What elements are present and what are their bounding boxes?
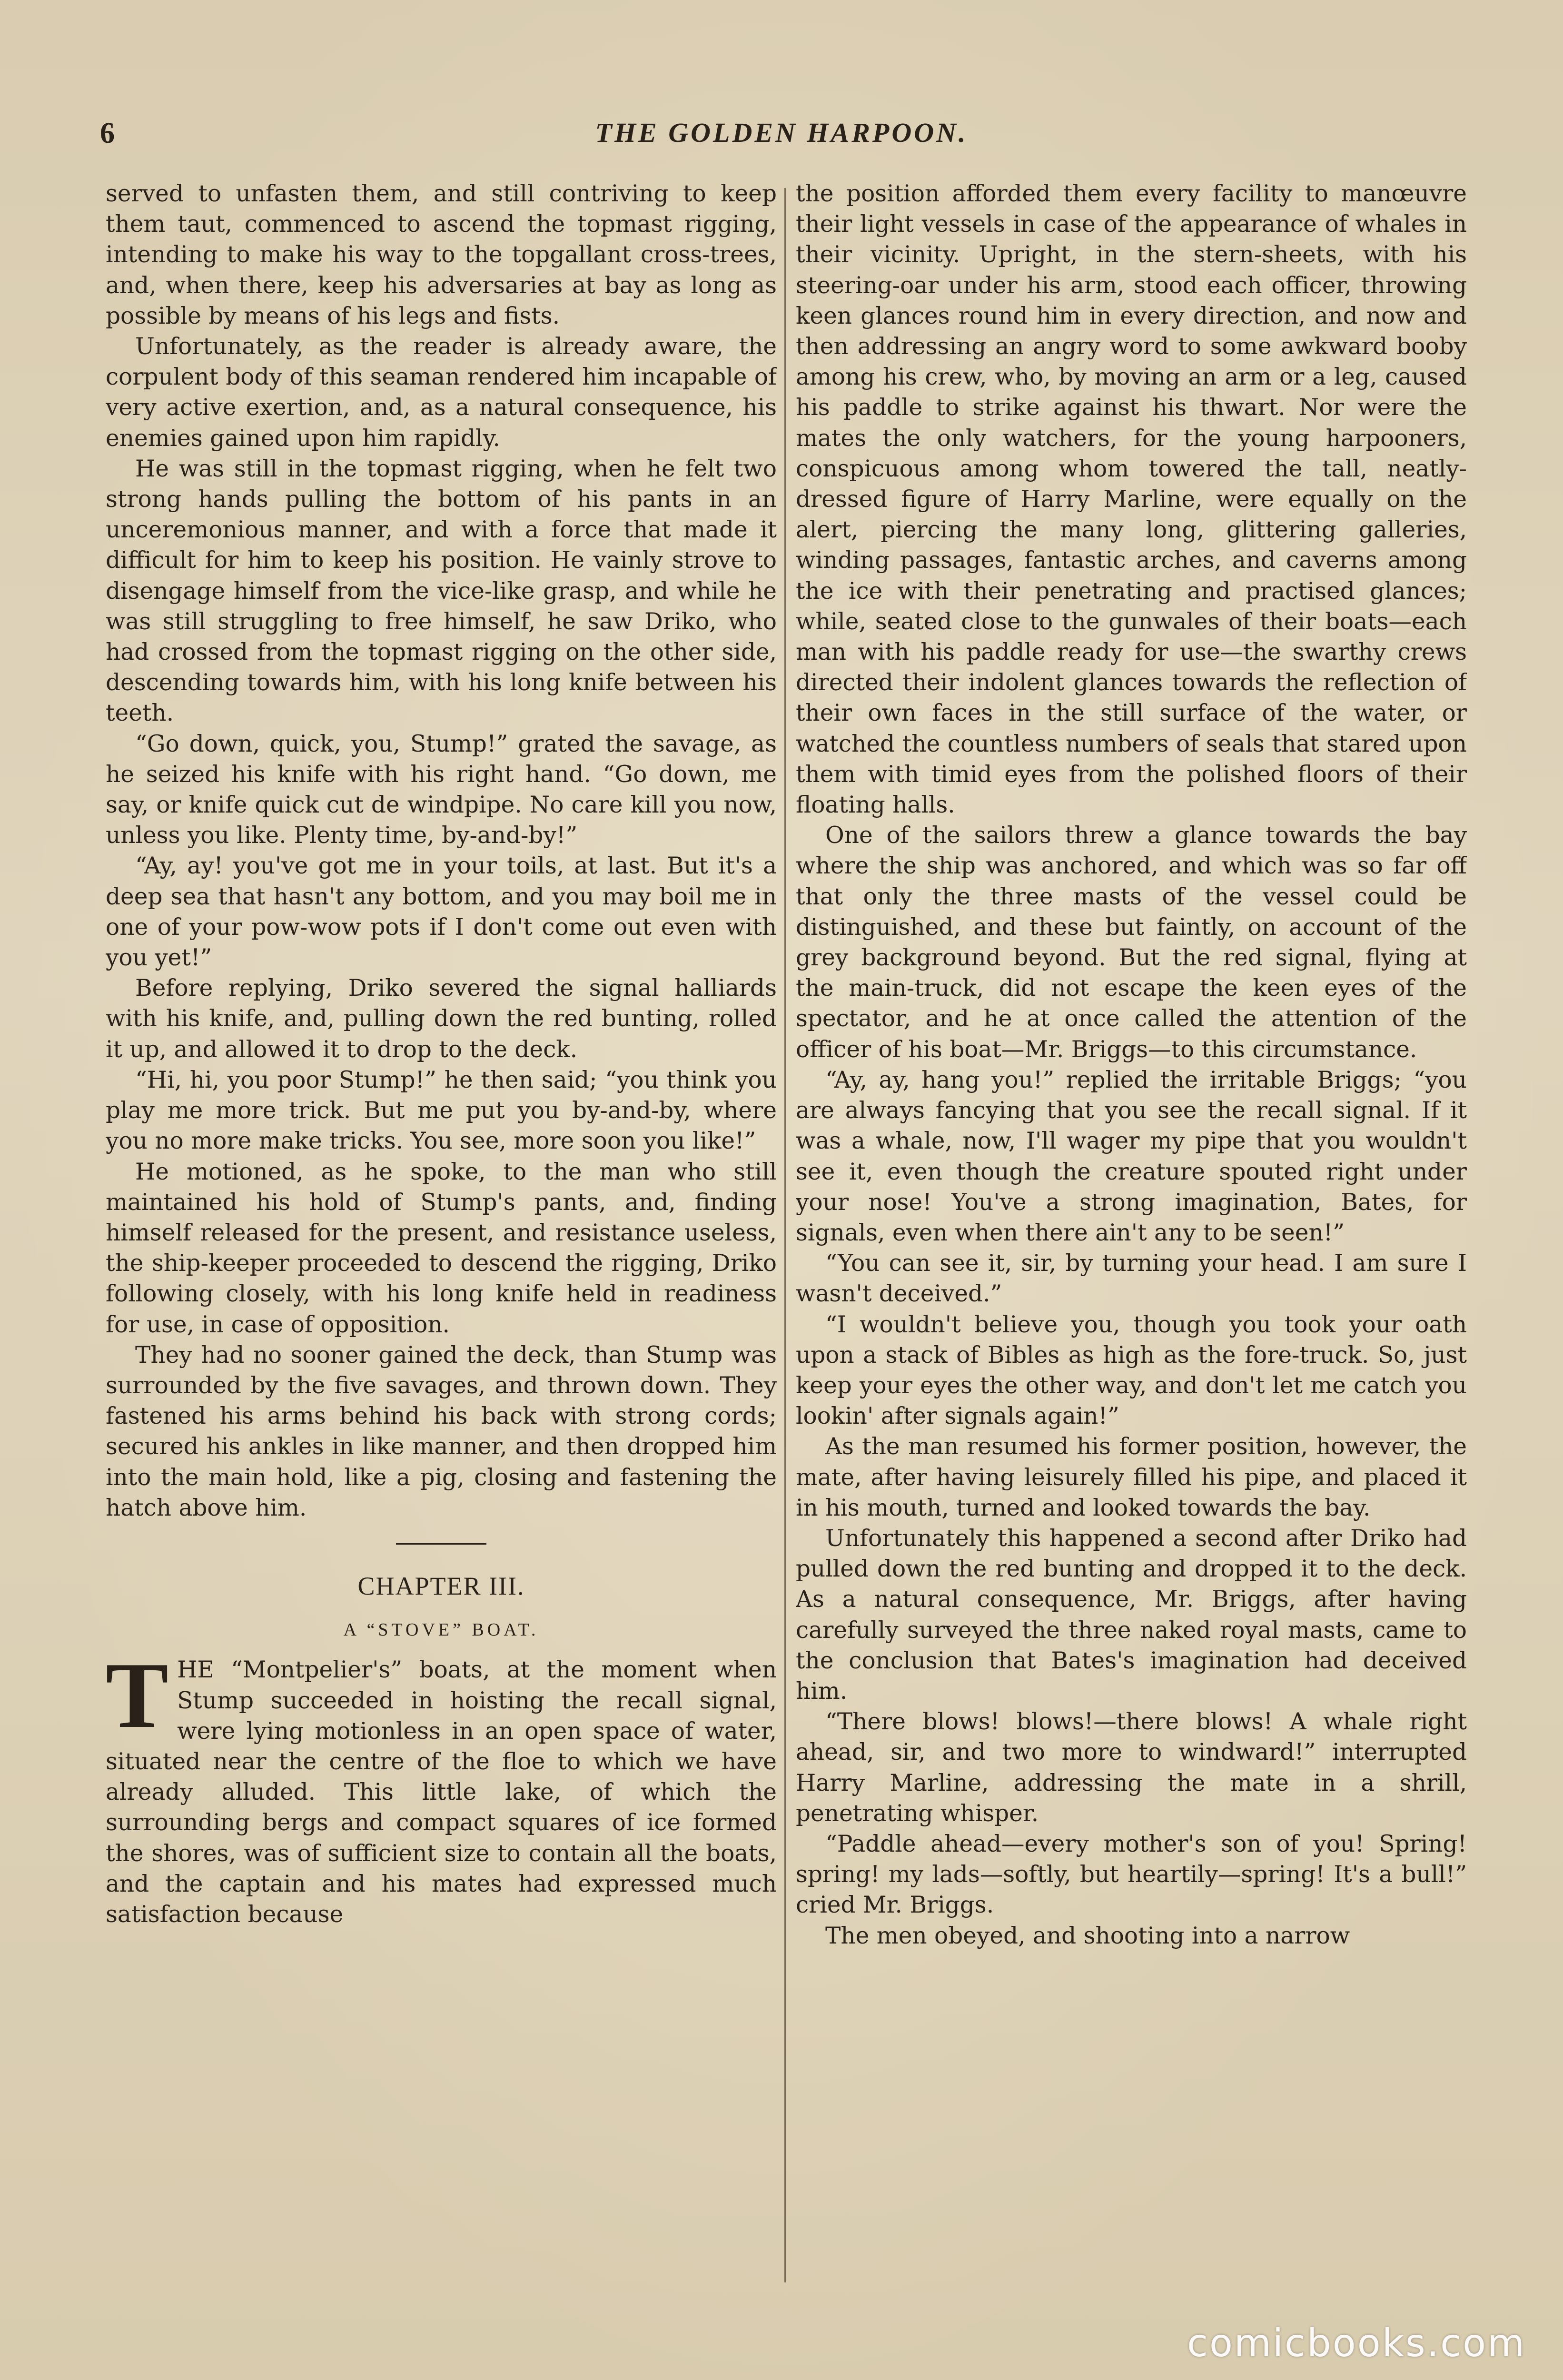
page-number: 6 bbox=[100, 117, 115, 149]
paragraph: “I wouldn't believe you, though you took your oath upon a stack of Bibles as high as the fore-truck. So, just keep your eyes the other way, and don't let me catch you lookin' after signals again!” bbox=[796, 1311, 1467, 1430]
paragraph: As the man resumed his former position, however, the mate, after having leisurely filled his pipe, and placed it in his mouth, turned and looked towards the bay. bbox=[796, 1433, 1467, 1521]
left-column bbox=[106, 178, 777, 2291]
paragraph: “Paddle ahead—every mother's son of you! Spring! spring! my lads—softly, but heartily—spring! It's a bull!” cried Mr. Briggs. bbox=[796, 1830, 1467, 1919]
paragraph: “Hi, hi, you poor Stump!” he then said; “you think you play me more trick. But me put you by-and-by, where you no more make tricks. You see, more soon you like!” bbox=[106, 1066, 777, 1155]
running-title: THE GOLDEN HARPOON. bbox=[595, 117, 968, 148]
paragraph-text: HE “Montpelier's” boats, at the moment when Stump succeeded in hoisting the recall signal, were lying motionless in an open space of water, situated near the centre of the floe to which we have already alluded. This little lake, of which the surrounding bergs and compact squares of ice formed the shores, was of sufficient size to contain all the boats, and the captain and his mates had expressed much satisfaction because bbox=[106, 1656, 777, 1928]
page-header bbox=[100, 112, 1463, 164]
paragraph: “Ay, ay! you've got me in your toils, at last. But it's a deep sea that hasn't any bottom, and you may boil me in one of your pow-wow pots if I don't come out even with you yet!” bbox=[106, 853, 777, 972]
chapter-subtitle: A “STOVE” BOAT. bbox=[343, 1620, 539, 1640]
paragraph: He was still in the topmast rigging, when he felt two strong hands pulling the bottom of his pants in an unceremonious manner, and with a force that made it difficult for him to keep his position. He vainly strove to disengage himself from the vice-like grasp, and while he was still struggling to free himself, he saw Driko, who had crossed from the topmast rigging on the other side, descending towards him, with his long knife between his teeth. bbox=[106, 455, 777, 727]
paragraph: “Go down, quick, you, Stump!” grated the savage, as he seized his knife with his right hand. “Go down, me say, or knife quick cut de windpipe. No care kill you now, unless you like. Plenty time, by-and-by!” bbox=[106, 730, 777, 849]
paragraph: served to unfasten them, and still contriving to keep them taut, commenced to ascend the topmast rigging, intending to make his way to the topgallant cross-trees, and, when there, keep his adversaries at bay as long as possible by means of his legs and fists. bbox=[106, 180, 777, 329]
section-divider bbox=[396, 1543, 486, 1545]
paragraph: “You can see it, sir, by turning your head. I am sure I wasn't deceived.” bbox=[796, 1250, 1467, 1308]
paragraph: “There blows! blows!—there blows! A whale right ahead, sir, and two more to windward!” interrupted Harry Marline, addressing the mate in a shrill, penetrating whisper. bbox=[796, 1708, 1467, 1827]
paragraph: Unfortunately, as the reader is already aware, the corpulent body of this seaman rendered him incapable of very active exertion, and, as a natural consequence, his enemies gained upon him rapidly. bbox=[106, 333, 777, 452]
column-rule bbox=[784, 188, 786, 2282]
watermark: comicbooks.com bbox=[1187, 2321, 1526, 2365]
chapter-opening-paragraph bbox=[106, 1643, 777, 1930]
paragraph: the position afforded them every facility to manœuvre their light vessels in case of the appearance of whales in their vicinity. Upright, in the stern-sheets, with his steering-oar under his arm, stood each officer, throwing keen glances round him in every direction, and now and then addressing an angry word to some awkward booby among his crew, who, by moving an arm or a leg, caused his paddle to strike against his thwart. Nor were the mates the only watchers, for the young harpooners, conspicuous among whom towered the tall, neatly-dressed figure of Harry Marline, were equally on the alert, piercing the many long, glittering galleries, winding passages, fantastic arches, and caverns among the ice with their penetrating and practised glances; while, seated close to the gunwales of their boats—each man with his paddle ready for use—the swarthy crews directed their indolent glances towards the reflection of their own faces in the still surface of the water, or watched the countless numbers of seals that stared upon them with timid eyes from the polished floors of their floating halls. bbox=[796, 180, 1467, 819]
paragraph: Before replying, Driko severed the signal halliards with his knife, and, pulling down the red bunting, rolled it up, and allowed it to drop to the deck. bbox=[106, 975, 777, 1063]
chapter-heading: CHAPTER III. bbox=[357, 1571, 525, 1600]
paragraph: Unfortunately this happened a second after Driko had pulled down the red bunting and dropped it to the deck. As a natural consequence, Mr. Briggs, after having carefully surveyed the three naked royal masts, came to the conclusion that Bates's imagination had deceived him. bbox=[796, 1525, 1467, 1705]
paragraph: The men obeyed, and shooting into a narrow bbox=[825, 1922, 1350, 1949]
paragraph: They had no sooner gained the deck, than Stump was surrounded by the five savages, and thrown down. They fastened his arms behind his back with strong cords; secured his ankles in like manner, and then dropped him into the main hold, like a pig, closing and fastening the hatch above him. bbox=[106, 1341, 777, 1521]
right-column bbox=[796, 178, 1467, 2291]
drop-cap: T bbox=[106, 1643, 169, 1748]
paragraph: One of the sailors threw a glance towards the bay where the ship was anchored, and which was so far off that only the three masts of the vessel could be distinguished, and these but faintly, on account of the grey background beyond. But the red signal, flying at the main-truck, did not escape the keen eyes of the spectator, and he at once called the attention of the officer of his boat—Mr. Briggs—to this circumstance. bbox=[796, 822, 1467, 1063]
paragraph: He motioned, as he spoke, to the man who still maintained his hold of Stump's pants, and, finding himself released for the present, and resistance useless, the ship-keeper proceeded to descend the rigging, Driko following closely, with his long knife held in readiness for use, in case of opposition. bbox=[106, 1158, 777, 1338]
paragraph: “Ay, ay, hang you!” replied the irritable Briggs; “you are always fancying that you see the recall signal. If it was a whale, now, I'll wager my pipe that you wouldn't see it, even though the creature spouted right under your nose! You've a strong imagination, Bates, for signals, even when there ain't any to be seen!” bbox=[796, 1066, 1467, 1246]
